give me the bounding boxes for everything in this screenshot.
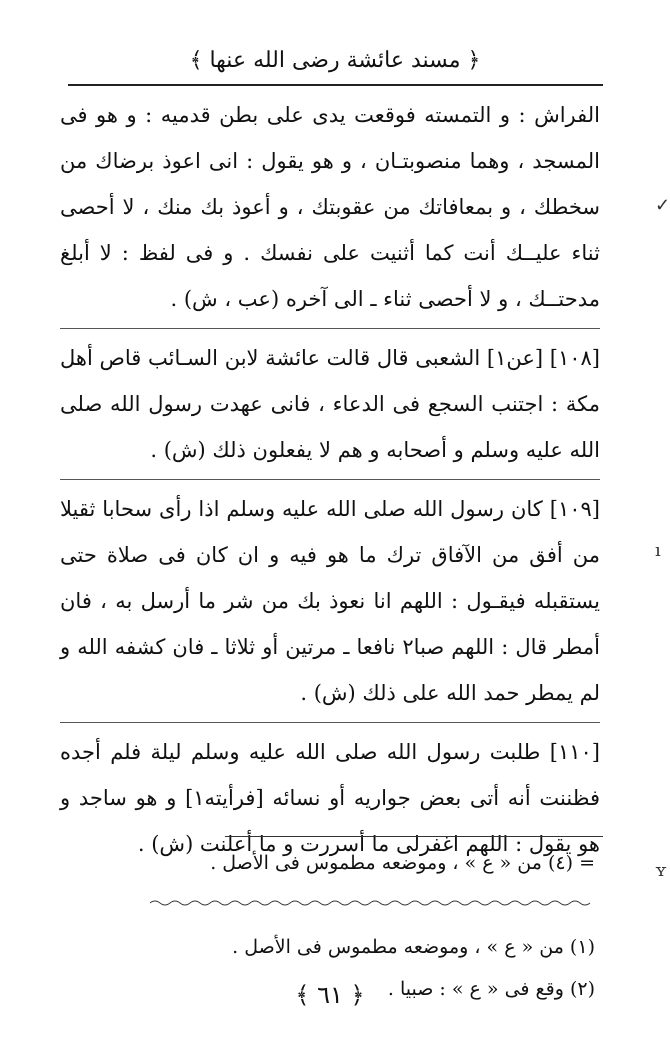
footnote-rule (225, 836, 603, 837)
margin-mark: ✓ (655, 195, 670, 216)
paragraph-continued: الفراش : و التمسته فوقعت يدى على بطن قدميه : و هو فى المسجد ، وهما منصوبتـان ، و هو يقول : انى اعوذ برضاك من سخطك ، و بمعافاتك من عقوبتك ، و أعوذ بك منك ، لا أحصى ثناء عليــك أنت كما أثنيت على نفسك . و فى لفظ : لا أبلغ مدحتــك ، و لا أحصى ثناء ـ الى آخره (عب ، ش) . (60, 103, 600, 311)
footnote-1: (١) من « ع » ، وموضعه مطموس فى الأصل . (232, 936, 595, 958)
header-rule (68, 84, 603, 86)
hadith-110: [١١٠] طلبت رسول الله صلى الله عليه وسلم ليلة فلم أجده فظننت أنه أتى بعض جواريه أو نسائه [فرأيته١] و هو ساجد و هو يقول : اللهم اغفرلى ما أسررت و ما أعلنت (ش) . (60, 722, 600, 867)
hadith-108: [١٠٨] [عن١] الشعبى قال قالت عائشة لابن السـائب قاص أهل مكة : اجتنب السجع فى الدعاء ، فانى عهدت رسول الله صلى الله عليه وسلم و أصحابه و هم لا يفعلون ذلك (ش) . (60, 328, 600, 473)
margin-mark: ʏ (655, 860, 667, 881)
hadith-109: [١٠٩] كان رسول الله صلى الله عليه وسلم اذا رأى سحابا ثقيلا من أفق من الآفاق ترك ما هو فيه و ان كان فى صلاة حتى يستقبله فيقـول : اللهم انا نعوذ بك من شر ما أرسل به ، فان أمطر قال : اللهم صبا٢ نافعا ـ مرتين أو ثلاثا ـ فان كشفه الله و لم يمطر حمد الله على ذلك (ش) . (60, 479, 600, 716)
page-number: ﴿ ٦١ ﴾ (295, 981, 365, 1009)
body-text (60, 92, 600, 867)
footnote-2: (٢) وقع فى « ع » : صبيا . (387, 978, 595, 1000)
margin-mark: ı (655, 540, 661, 561)
wavy-divider (150, 899, 595, 907)
running-header: ﴿ مسند عائشة رضى الله عنها ﴾ (189, 47, 481, 73)
footnote-continued: = (٤) من « ع » ، وموضعه مطموس فى الأصل . (210, 852, 595, 874)
